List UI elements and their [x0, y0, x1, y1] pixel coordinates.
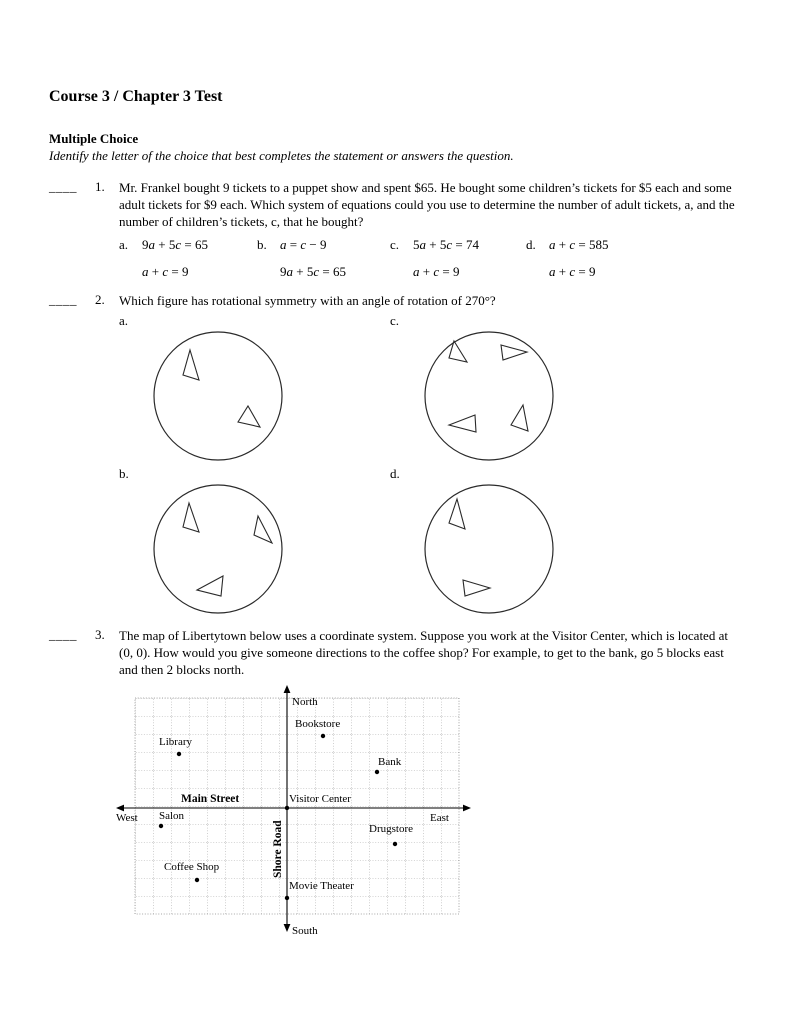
circle-outline — [425, 332, 553, 460]
answer-blank-2: ____ — [49, 292, 77, 307]
compass-north-label: North — [292, 696, 318, 708]
question-1-text: Mr. Frankel bought 9 tickets to a puppet show and spent $65. He bought some children’s tickets for $5 each and some adult tickets for $9 each. Which system of equations could you use to determine the number of adult tickets, a, and the number of children’s tickets, c, that he bought? — [119, 180, 735, 229]
figure-c-label: c. — [390, 313, 400, 328]
compass-south-label: South — [292, 925, 318, 936]
location-label-drugstore: Drugstore — [369, 823, 413, 835]
map-dot-drugstore — [393, 842, 397, 846]
circle-outline — [154, 332, 282, 460]
location-label-salon: Salon — [159, 810, 185, 822]
map-dot-salon — [159, 824, 163, 828]
question-2-figures — [119, 314, 741, 615]
section-instructions: Identify the letter of the choice that best completes the statement or answers the question. — [49, 148, 514, 163]
east-arrow-icon — [463, 805, 471, 812]
north-arrow-icon — [284, 685, 291, 693]
south-arrow-icon — [284, 924, 291, 932]
answer-blank-3: ____ — [49, 627, 77, 642]
choice-d-equation-1: a + c = 585 — [549, 237, 609, 252]
triangle-shape — [449, 415, 476, 432]
libertytown-map — [115, 684, 475, 936]
figure-a-circle — [152, 330, 284, 462]
choice-a-equation-2: a + c = 9 — [142, 264, 189, 279]
triangle-shape — [501, 345, 527, 360]
triangle-shape — [197, 576, 223, 596]
map-dot-coffee-shop — [195, 878, 199, 882]
map-dot-library — [177, 752, 181, 756]
figure-a — [119, 314, 390, 462]
question-3 — [49, 627, 741, 940]
location-label-library: Library — [159, 736, 192, 748]
main-street-label: Main Street — [181, 793, 240, 805]
triangle-shape — [511, 405, 528, 431]
figure-a-label: a. — [119, 313, 129, 328]
map-dot-bank — [375, 770, 379, 774]
choice-a-label: a. — [119, 237, 129, 252]
map-dot-movie-theater — [285, 896, 289, 900]
map-container — [115, 684, 741, 940]
compass-west-label: West — [116, 812, 138, 824]
question-2-number: 2. — [95, 292, 105, 307]
location-label-bookstore: Bookstore — [295, 718, 341, 730]
triangle-shape — [183, 503, 199, 532]
figure-d — [390, 467, 741, 615]
choice-c-equation-2: a + c = 9 — [413, 264, 460, 279]
figure-c — [390, 314, 741, 462]
question-2-text: Which figure has rotational symmetry with an angle of rotation of 270°? — [119, 293, 496, 308]
triangle-shape — [183, 350, 199, 380]
figure-b-circle — [152, 483, 284, 615]
question-1-number: 1. — [95, 179, 105, 194]
choice-b-equation-1: a = c − 9 — [280, 237, 327, 252]
choice-a — [119, 237, 257, 280]
choice-d-equation-2: a + c = 9 — [549, 264, 596, 279]
triangle-shape — [238, 406, 260, 427]
circle-outline — [154, 485, 282, 613]
document-title: Course 3 / Chapter 3 Test — [49, 88, 223, 105]
location-label-visitor-center: Visitor Center — [289, 793, 351, 805]
west-arrow-icon — [116, 805, 124, 812]
map-dot-bookstore — [321, 734, 325, 738]
choice-c-equation-1: 5a + 5c = 74 — [413, 237, 479, 252]
compass-east-label: East — [430, 812, 449, 824]
figure-d-label: d. — [390, 466, 400, 481]
triangle-shape — [254, 516, 272, 543]
choice-a-equation-1: 9a + 5c = 65 — [142, 237, 208, 252]
choice-b-equation-2: 9a + 5c = 65 — [280, 264, 346, 279]
triangle-shape — [463, 580, 490, 596]
question-2 — [49, 292, 741, 615]
figure-d-circle — [423, 483, 555, 615]
figure-c-circle — [423, 330, 555, 462]
choice-b-label: b. — [257, 237, 267, 252]
choice-c — [390, 237, 526, 280]
triangle-shape — [449, 499, 465, 529]
question-1 — [49, 179, 741, 280]
circle-outline — [425, 485, 553, 613]
map-dot-visitor-center — [285, 806, 289, 810]
location-label-movie-theater: Movie Theater — [289, 880, 354, 892]
figure-b-label: b. — [119, 466, 129, 481]
location-label-bank: Bank — [378, 756, 402, 768]
choice-d — [526, 237, 608, 280]
choice-b — [257, 237, 390, 280]
choice-d-label: d. — [526, 237, 536, 252]
question-3-text: The map of Libertytown below uses a coordinate system. Suppose you work at the Visitor Center, which is located at (0, 0). How would you give someone directions to the coffee shop? For example, to get to the bank, go 5 blocks east and then 2 blocks north. — [119, 628, 728, 677]
section-heading: Multiple Choice — [49, 131, 139, 146]
question-3-number: 3. — [95, 627, 105, 642]
figure-b — [119, 467, 390, 615]
location-label-coffee-shop: Coffee Shop — [164, 861, 220, 873]
shore-road-label: Shore Road — [272, 820, 284, 878]
choice-c-label: c. — [390, 237, 400, 252]
question-1-choices — [119, 237, 741, 280]
answer-blank-1: ____ — [49, 179, 77, 194]
